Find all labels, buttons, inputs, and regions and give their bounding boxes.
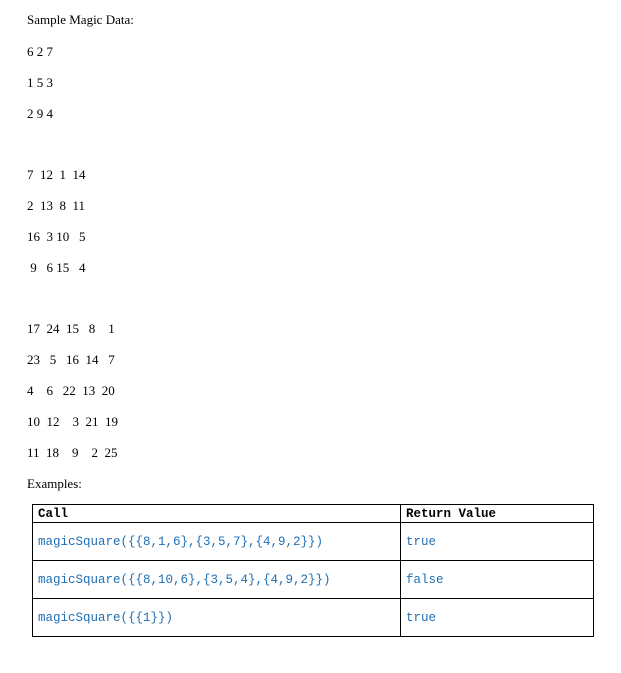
- table-row: [33, 561, 594, 599]
- square-1-row: 2 9 4: [27, 106, 53, 121]
- square-3-row: 11 18 9 2 25: [27, 445, 118, 460]
- return-value-cell: false: [401, 561, 594, 599]
- square-1-row: 6 2 7: [27, 44, 53, 59]
- square-3-row: 4 6 22 13 20: [27, 383, 115, 398]
- square-3-row: 17 24 15 8 1: [27, 321, 115, 336]
- square-2-row: 7 12 1 14: [27, 167, 86, 182]
- return-value-cell: true: [401, 523, 594, 561]
- examples-table: [32, 504, 594, 637]
- table-header-row: [33, 505, 594, 523]
- sample-heading: Sample Magic Data:: [27, 12, 134, 27]
- square-3-row: 23 5 16 14 7: [27, 352, 115, 367]
- square-3-row: 10 12 3 21 19: [27, 414, 118, 429]
- square-2-row: 2 13 8 11: [27, 198, 86, 213]
- call-cell: magicSquare({{8,10,6},{3,5,4},{4,9,2}}): [33, 561, 401, 599]
- table-row: [33, 523, 594, 561]
- column-header-return-value: Return Value: [401, 505, 594, 523]
- square-1-row: 1 5 3: [27, 75, 53, 90]
- examples-heading: Examples:: [27, 476, 82, 491]
- square-2-row: 16 3 10 5: [27, 229, 86, 244]
- table-row: [33, 599, 594, 637]
- call-cell: magicSquare({{8,1,6},{3,5,7},{4,9,2}}): [33, 523, 401, 561]
- return-value-cell: true: [401, 599, 594, 637]
- call-cell: magicSquare({{1}}): [33, 599, 401, 637]
- square-2-row: 9 6 15 4: [27, 260, 86, 275]
- column-header-call: Call: [33, 505, 401, 523]
